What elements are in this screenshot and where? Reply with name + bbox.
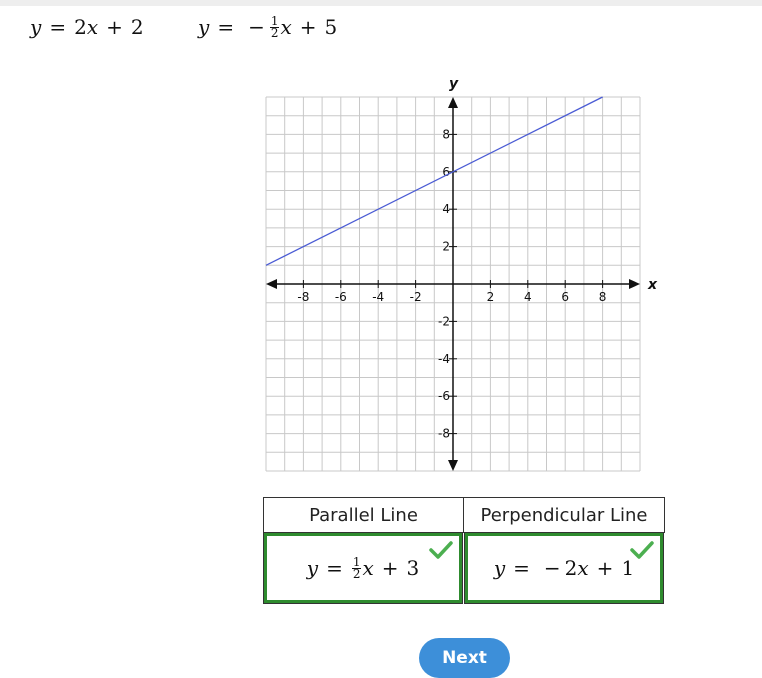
eq2-numerator: 1: [270, 13, 279, 28]
eq2-plus: +: [299, 15, 317, 39]
parallel-fraction: [352, 554, 362, 581]
x-tick-label: 4: [523, 290, 532, 304]
x-tick-label: 8: [598, 290, 607, 304]
y-tick-label: 2: [442, 239, 450, 254]
y-tick-label: -2: [438, 314, 450, 329]
y-tick-label: -4: [438, 351, 450, 366]
x-axis-label: x: [648, 277, 658, 293]
parallel-y: y: [306, 556, 319, 580]
x-axis-arrow-right: [629, 279, 640, 289]
x-tick-label: -6: [334, 290, 347, 304]
y-axis-label: y: [449, 76, 459, 92]
y-tick-label: -8: [438, 426, 450, 441]
parallel-x: x: [362, 556, 374, 580]
eq2-y: y: [198, 15, 210, 39]
eq1-plus: +: [106, 15, 123, 39]
y-tick-label: 8: [442, 127, 450, 142]
parallel-plus: +: [381, 556, 399, 580]
perpendicular-coefficient: 2: [564, 556, 578, 580]
y-axis-arrow-up: [448, 97, 458, 108]
parallel-answer-box[interactable]: [264, 533, 462, 603]
x-tick-label: -8: [297, 290, 310, 304]
parallel-denominator: 2: [352, 566, 361, 581]
perpendicular-line-header: Perpendicular Line: [463, 497, 665, 533]
x-tick-label: 2: [486, 290, 495, 304]
equation-1: [30, 12, 144, 42]
answer-table: [263, 497, 665, 603]
perpendicular-x: x: [577, 556, 589, 580]
eq1-y: y: [30, 15, 42, 39]
eq2-minus: −: [248, 15, 265, 39]
parallel-numerator: 1: [352, 554, 361, 569]
next-button[interactable]: Next: [419, 638, 510, 678]
perpendicular-y: y: [493, 556, 506, 580]
eq2-fraction: [270, 13, 280, 40]
eq1-constant: 2: [130, 15, 144, 39]
x-axis-arrow-left: [266, 279, 277, 289]
parallel-equals: =: [326, 556, 343, 580]
eq2-equals: =: [217, 15, 235, 39]
y-tick-label: 6: [442, 164, 450, 179]
perpendicular-constant: 1: [621, 556, 635, 580]
graph-canvas: [262, 74, 662, 476]
top-bar: [0, 0, 762, 6]
perpendicular-answer-box[interactable]: [465, 533, 663, 603]
check-icon: [630, 540, 654, 560]
perpendicular-equals: =: [513, 556, 530, 580]
eq2-constant: 5: [324, 15, 338, 39]
x-tick-label: -2: [409, 290, 422, 304]
parallel-line-header: Parallel Line: [263, 497, 464, 533]
y-axis-arrow-down: [448, 460, 458, 471]
x-tick-label: 6: [561, 290, 570, 304]
equation-2: [198, 12, 337, 42]
perpendicular-minus: −: [543, 556, 561, 580]
eq1-equals: =: [49, 15, 67, 39]
coordinate-graph: [262, 74, 662, 476]
check-icon: [429, 540, 453, 560]
eq2-x: x: [280, 15, 292, 39]
eq1-coefficient: 2: [74, 15, 87, 39]
x-tick-label: -4: [372, 290, 385, 304]
eq1-x: x: [86, 15, 99, 39]
y-tick-label: 4: [442, 202, 450, 217]
y-tick-label: -6: [438, 389, 450, 404]
parallel-constant: 3: [406, 556, 420, 580]
perpendicular-plus: +: [596, 556, 614, 580]
eq2-denominator: 2: [270, 25, 279, 40]
